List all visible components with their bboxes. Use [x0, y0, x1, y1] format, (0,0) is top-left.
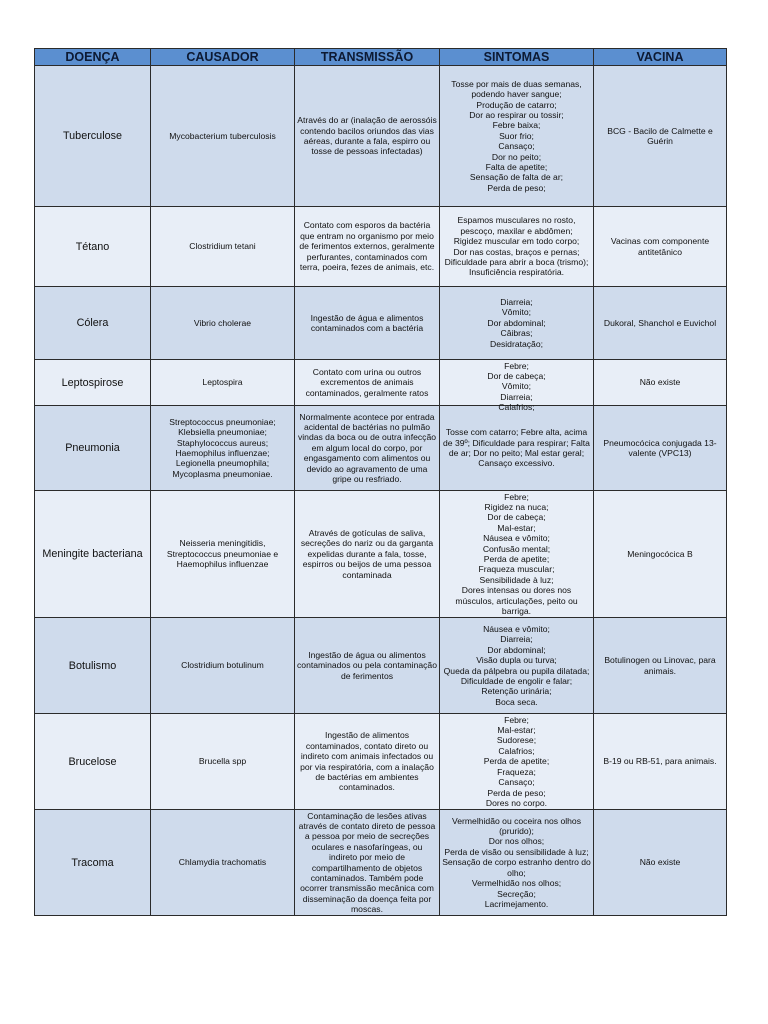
cell-symptoms-line: Dor abdominal;: [487, 317, 546, 328]
cell-vaccine: Não existe: [594, 360, 727, 406]
cell-symptoms-line: Dor abdominal;: [487, 644, 546, 655]
cell-symptoms-line: Perda de apetite;: [483, 756, 550, 767]
cell-cause-line: Klebsiella pneumoniae;: [178, 427, 267, 438]
table-row: [35, 810, 727, 916]
cell-symptoms-line: Dor nas costas, braços e pernas;: [453, 246, 580, 257]
cell-disease: Tétano: [35, 207, 151, 287]
cell-symptoms: [440, 714, 594, 810]
cell-symptoms-line: Diarreia;: [500, 634, 533, 645]
cell-symptoms-line: Perda de visão ou sensibilidade à luz;: [444, 846, 589, 857]
cell-cause-line: Streptococcus pneumoniae;: [169, 416, 276, 427]
cell-symptoms: [440, 360, 594, 413]
cell-symptoms-line: Sensação de falta de ar;: [469, 172, 564, 183]
cell-cause: Chlamydia trachomatis: [151, 810, 295, 916]
cell-transmission: Contato com urina ou outros excrementos de animais contaminados, geralmente ratos: [295, 360, 440, 406]
table-body: [35, 66, 727, 916]
cell-symptoms-line: Cansaço;: [498, 141, 535, 152]
cell-transmission: Ingestão de água ou alimentos contaminados ou pela contaminação de ferimentos: [295, 618, 440, 714]
cell-vaccine: Vacinas com componente antitetânico: [594, 207, 727, 287]
cell-vaccine: B-19 ou RB-51, para animais.: [594, 714, 727, 810]
cell-transmission: Contato com esporos da bactéria que entram no organismo por meio de ferimentos externos, geralmente perfurantes, contaminados com terra, poeira, fezes de animais, etc.: [295, 207, 440, 287]
cell-symptoms: [440, 810, 594, 916]
cell-symptoms-line: Rigidez muscular em todo corpo;: [453, 236, 580, 247]
cell-cause-line: Staphylococcus aureus;: [176, 437, 269, 448]
cell-symptoms-line: Boca seca.: [495, 696, 538, 707]
cell-symptoms-line: Calafrios;: [498, 745, 535, 756]
cell-symptoms-line: Fraqueza;: [497, 766, 536, 777]
table-row: [35, 360, 727, 406]
cell-symptoms-line: Febre;: [504, 491, 529, 502]
cell-symptoms-line: Retenção urinária;: [481, 686, 552, 697]
cell-vaccine: Meningocócica B: [594, 491, 727, 618]
cell-symptoms: [440, 66, 594, 207]
cell-symptoms-line: Desidratação;: [489, 338, 544, 349]
cell-symptoms-line: Náusea e vômito;: [483, 623, 550, 634]
table-row: [35, 66, 727, 207]
cell-cause: [151, 406, 295, 491]
cell-symptoms-line: Dor de cabeça;: [487, 512, 546, 523]
cell-symptoms-line: Dor no peito;: [491, 151, 542, 162]
cell-disease: Brucelose: [35, 714, 151, 810]
cell-symptoms-line: Sensação de corpo estranho dentro do olho;: [442, 857, 591, 878]
header-cause: CAUSADOR: [151, 49, 295, 66]
cell-symptoms-line: Calafrios;: [498, 402, 535, 413]
cell-symptoms-line: Mal-estar;: [497, 725, 536, 736]
table-row: [35, 714, 727, 810]
cell-vaccine: Botulinogen ou Linovac, para animais.: [594, 618, 727, 714]
cell-symptoms: [440, 406, 594, 491]
cell-cause: Leptospira: [151, 360, 295, 406]
cell-symptoms-line: Mal-estar;: [497, 522, 536, 533]
cell-symptoms-line: Vômito;: [501, 381, 532, 392]
cell-symptoms-line: Perda de peso;: [487, 787, 546, 798]
cell-disease: Tracoma: [35, 810, 151, 916]
cell-disease: Pneumonia: [35, 406, 151, 491]
cell-symptoms-line: Secreção;: [497, 888, 536, 899]
cell-cause: Neisseria meningitidis, Streptococcus pneumoniae e Haemophilus influenzae: [151, 491, 295, 618]
cell-symptoms-line: Suor frio;: [499, 130, 534, 141]
cell-transmission: Contaminação de lesões ativas através de contato direto de pessoa a pessoa por meio de secreções oculares e nasofaríngeas, ou indireto por meio de compartilhamento de objetos contaminados. Também pode ocorrer transmissão mecânica com disseminação da doença feita por moscas.: [295, 810, 440, 916]
cell-symptoms-line: Câibras;: [500, 328, 533, 339]
cell-cause-line: Legionella pneumophila;: [175, 458, 270, 469]
cell-symptoms-line: Insuficiência respiratória.: [468, 267, 565, 278]
table-row: [35, 287, 727, 360]
cell-transmission: Normalmente acontece por entrada acidental de bactérias no pulmão vindas da boca ou de outra infecção em algum local do corpo, por engasgamento com alimentos ou devido ao agravamento de uma gripe ou resfriado.: [295, 406, 440, 491]
cell-transmission: Através do ar (inalação de aerossóis contendo bacilos oriundos das vias aéreas, durante a fala, espirro ou tosse de pessoas infectadas): [295, 66, 440, 207]
cell-symptoms-line: Dificuldade de engolir e falar;: [460, 675, 573, 686]
table-row: [35, 618, 727, 714]
cell-disease: Meningite bacteriana: [35, 491, 151, 618]
cell-symptoms: [440, 207, 594, 287]
cell-symptoms-line: Lacrimejamento.: [484, 898, 549, 909]
cell-disease: Tuberculose: [35, 66, 151, 207]
cell-symptoms-line: Diarreia;: [500, 391, 533, 402]
cell-symptoms-line: Rigidez na nuca;: [484, 501, 549, 512]
cell-symptoms-line: Vermelhidão nos olhos;: [471, 878, 562, 889]
header-disease: DOENÇA: [35, 49, 151, 66]
table-row: [35, 406, 727, 491]
cell-vaccine: Dukoral, Shanchol e Euvichol: [594, 287, 727, 360]
cell-symptoms-line: Visão dupla ou turva;: [476, 655, 557, 666]
cell-symptoms: [440, 491, 594, 618]
cell-symptoms-line: Dores no corpo.: [485, 797, 548, 808]
header-transmission: TRANSMISSÃO: [295, 49, 440, 66]
cell-cause-line: Haemophilus influenzae;: [175, 448, 270, 458]
cell-transmission: Através de gotículas de saliva, secreções do nariz ou da garganta expelidas durante a fala, tosse, espirros ou beijos de uma pessoa contaminada: [295, 491, 440, 618]
cell-symptoms: [440, 618, 594, 714]
cell-symptoms-line: Espamos musculares no rosto, pescoço, maxilar e abdômen;: [457, 215, 576, 236]
cell-cause: Brucella spp: [151, 714, 295, 810]
cell-cause: Clostridium tetani: [151, 207, 295, 287]
cell-disease: Cólera: [35, 287, 151, 360]
cell-symptoms-line: Tosse por mais de duas semanas, podendo haver sangue;: [451, 78, 582, 100]
cell-transmission: Ingestão de água e alimentos contaminados com a bactéria: [295, 287, 440, 360]
cell-symptoms-line: Cansaço;: [498, 777, 535, 788]
cell-symptoms-line: Febre;: [504, 360, 529, 371]
header-symptoms: SINTOMAS: [440, 49, 594, 66]
cell-vaccine: Pneumocócica conjugada 13-valente (VPC13): [594, 406, 727, 491]
cell-symptoms-line: Falta de apetite;: [485, 162, 548, 173]
cell-symptoms-line: Vermelhidão ou coceira nos olhos (prurido);: [452, 815, 581, 837]
table-row: [35, 491, 727, 618]
header-row: [35, 49, 727, 66]
cell-cause: Clostridium botulinum: [151, 618, 295, 714]
cell-symptoms-line: Sudorese;: [496, 735, 537, 746]
cell-symptoms-line: Dores intensas ou dores nos músculos, articulações, peito ou barriga.: [455, 585, 578, 617]
cell-vaccine: BCG - Bacilo de Calmette e Guérin: [594, 66, 727, 207]
cell-symptoms-line: Vômito;: [501, 307, 532, 318]
cell-symptoms-line: Dor nos olhos;: [488, 836, 545, 847]
cell-symptoms-line: Perda de peso;: [487, 182, 546, 193]
cell-symptoms-line: Febre baixa;: [492, 120, 541, 131]
cell-symptoms: [440, 287, 594, 360]
cell-cause-line: Mycoplasma pneumoniae.: [172, 468, 273, 479]
cell-cause: Vibrio cholerae: [151, 287, 295, 360]
cell-symptoms-line: Produção de catarro;: [476, 99, 557, 110]
cell-symptoms-line: Dor ao respirar ou tossir;: [469, 109, 564, 120]
cell-symptoms-line: Queda da pálpebra ou pupila dilatada;: [443, 665, 590, 676]
header-vaccine: VACINA: [594, 49, 727, 66]
cell-symptoms-line: Tosse com catarro; Febre alta, acima de 39º; Dificuldade para respirar; Falta de ar; Dor no peito; Mal estar geral; Cansaço excessivo.: [443, 427, 590, 469]
cell-disease: Leptospirose: [35, 360, 151, 406]
cell-symptoms-line: Sensibilidade à luz;: [479, 574, 554, 585]
cell-symptoms-line: Febre;: [504, 714, 529, 725]
cell-symptoms-line: Dor de cabeça;: [487, 370, 546, 381]
cell-disease: Botulismo: [35, 618, 151, 714]
cell-symptoms-line: Dificuldade para abrir a boca (trismo);: [444, 256, 589, 267]
cell-symptoms-line: Confusão mental;: [482, 543, 551, 554]
cell-symptoms-line: Perda de apetite;: [483, 554, 550, 564]
cell-vaccine: Não existe: [594, 810, 727, 916]
cell-cause: Mycobacterium tuberculosis: [151, 66, 295, 207]
cell-symptoms-line: Diarreia;: [500, 296, 533, 307]
cell-symptoms-line: Náusea e vômito;: [483, 533, 550, 544]
table-row: [35, 207, 727, 287]
disease-table: [34, 48, 727, 916]
cell-transmission: Ingestão de alimentos contaminados, contato direto ou indireto com animais infectados ou por via respiratória, com a inalação de bactérias em ambientes contaminados.: [295, 714, 440, 810]
cell-symptoms-line: Fraqueza muscular;: [478, 564, 555, 575]
